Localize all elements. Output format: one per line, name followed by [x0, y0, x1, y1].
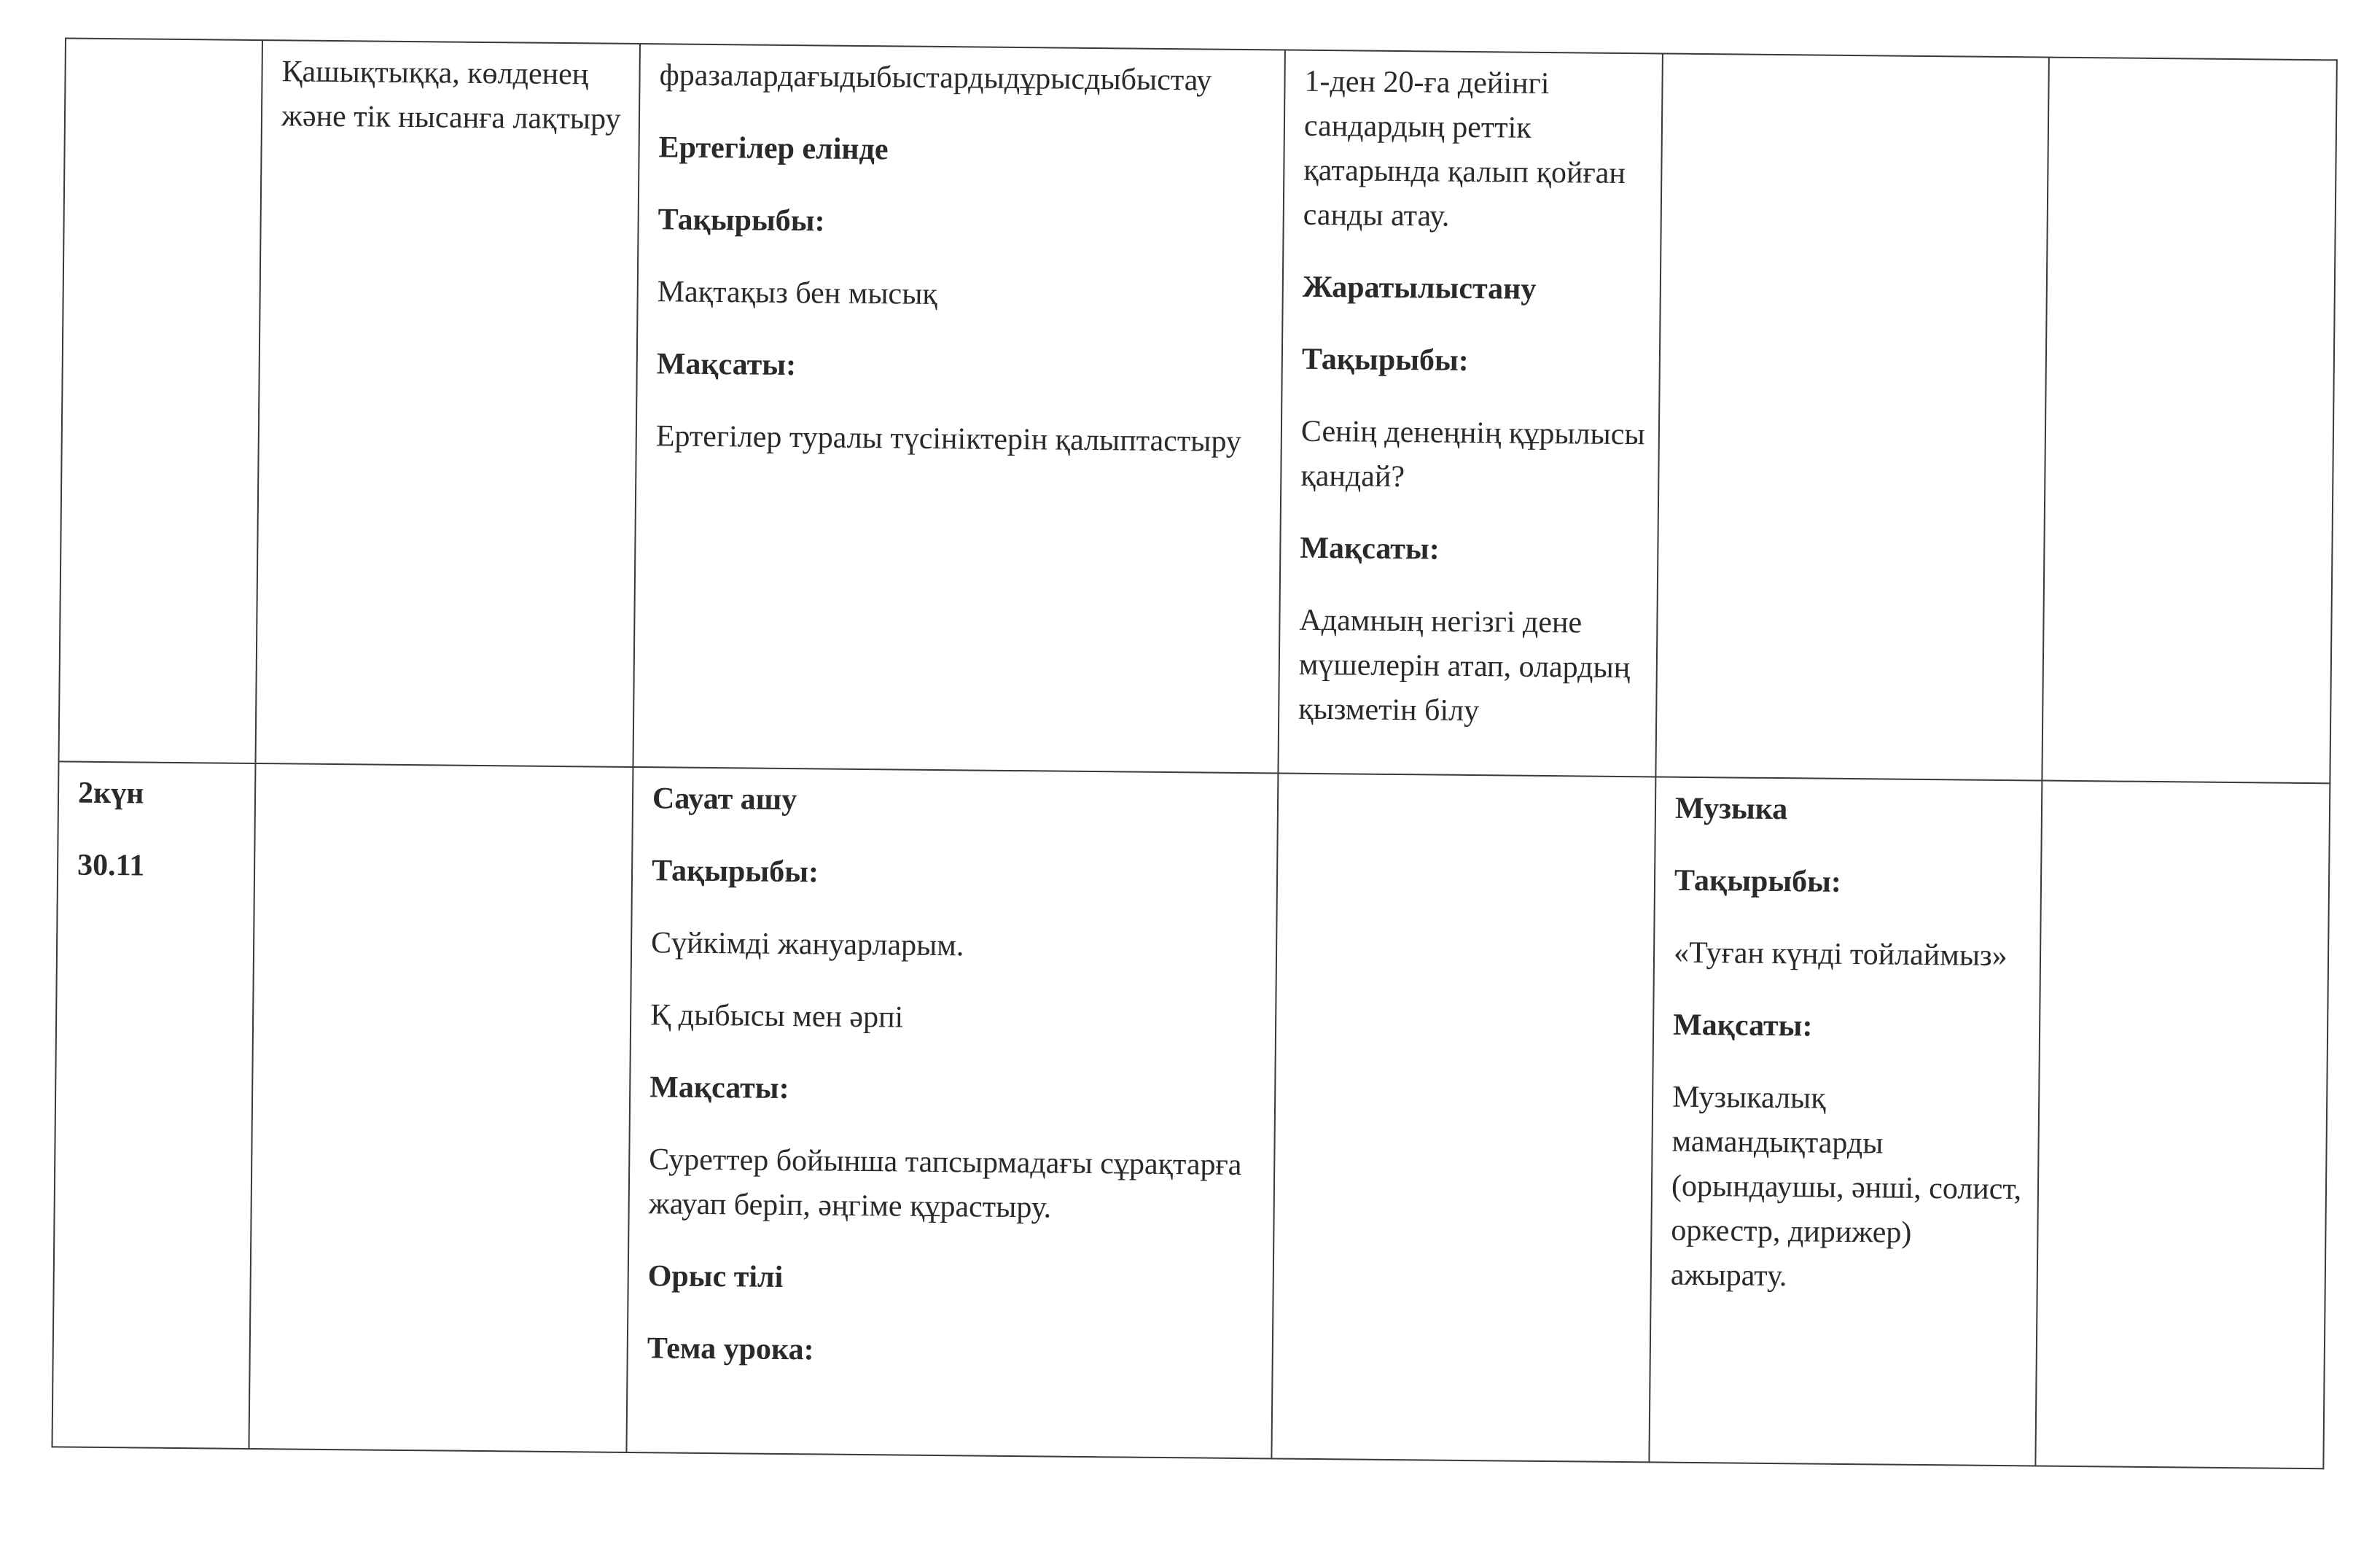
topic-text: Сенің денеңнің құрылысы қандай?	[1300, 414, 1645, 494]
notes-cell	[2035, 781, 2330, 1469]
notes-cell	[2042, 58, 2337, 784]
topic-text: «Туған күнді тойлаймыз»	[1673, 935, 2008, 973]
subject-heading: Музыка	[1674, 791, 1788, 827]
subject-heading: Сауат ашу	[652, 782, 797, 817]
goal-label: Мақсаты:	[649, 1070, 789, 1106]
language-lesson-cell	[626, 767, 1278, 1458]
goal-label: Мақсаты:	[1672, 1008, 1813, 1043]
day-label: 2күн	[77, 776, 144, 811]
music-cell	[1649, 777, 2042, 1466]
music-cell	[1655, 53, 2048, 780]
topic-text: Сүйкімді жануарларым.	[650, 926, 964, 963]
cell-text: 1-ден 20-ға дейінгі сандардың реттік қатарында қалып қойған санды атау.	[1303, 64, 1626, 233]
table-row	[59, 38, 2337, 783]
goal-text: Суреттер бойынша тапсырмадағы сұрақтарға жауап беріп, әңгіме құрастыру.	[648, 1143, 1242, 1225]
goal-label: Мақсаты:	[1300, 531, 1440, 567]
cell-text: Қашықтыққа, көлденең және тік нысанға лақтыру	[281, 55, 621, 136]
physical-education-cell	[249, 763, 633, 1452]
goal-text: Ертегілер туралы түсініктерін қалыптастыру	[655, 419, 1242, 459]
goal-text: Музыкалық мамандықтарды (орындаушы, әнші, солист, оркестр, дирижер) ажырату.	[1670, 1080, 2022, 1293]
topic-label: Тақырыбы:	[1301, 342, 1469, 378]
cell-text: фразалардағыдыбыстардыдұрысдыбыстау	[659, 58, 1212, 98]
goal-text: Адамның негізгі дене мүшелерін атап, олардың қызметін білу	[1298, 603, 1631, 728]
subject-heading: Жаратылыстану	[1302, 270, 1537, 306]
math-science-cell	[1278, 50, 1662, 777]
day-cell	[59, 38, 263, 763]
table-row	[52, 761, 2330, 1468]
math-science-cell	[1271, 773, 1655, 1462]
date-label: 30.11	[77, 848, 145, 883]
topic-text: Мақтақыз бен мысық	[657, 275, 938, 311]
topic-label: Тақырыбы:	[651, 854, 819, 890]
topic-label: Тема урока:	[647, 1331, 814, 1367]
day-cell	[52, 761, 255, 1449]
subject-heading: Ертегілер елінде	[658, 131, 889, 167]
topic-label: Тақырыбы:	[1674, 863, 1842, 899]
subject-heading: Орыс тілі	[647, 1259, 784, 1294]
topic-text: Қ дыбысы мен әрпі	[649, 998, 904, 1035]
physical-education-cell	[255, 40, 639, 767]
topic-label: Тақырыбы:	[658, 203, 825, 238]
lesson-plan-table	[51, 37, 2337, 1469]
goal-label: Мақсаты:	[656, 347, 797, 383]
language-lesson-cell	[633, 44, 1284, 773]
